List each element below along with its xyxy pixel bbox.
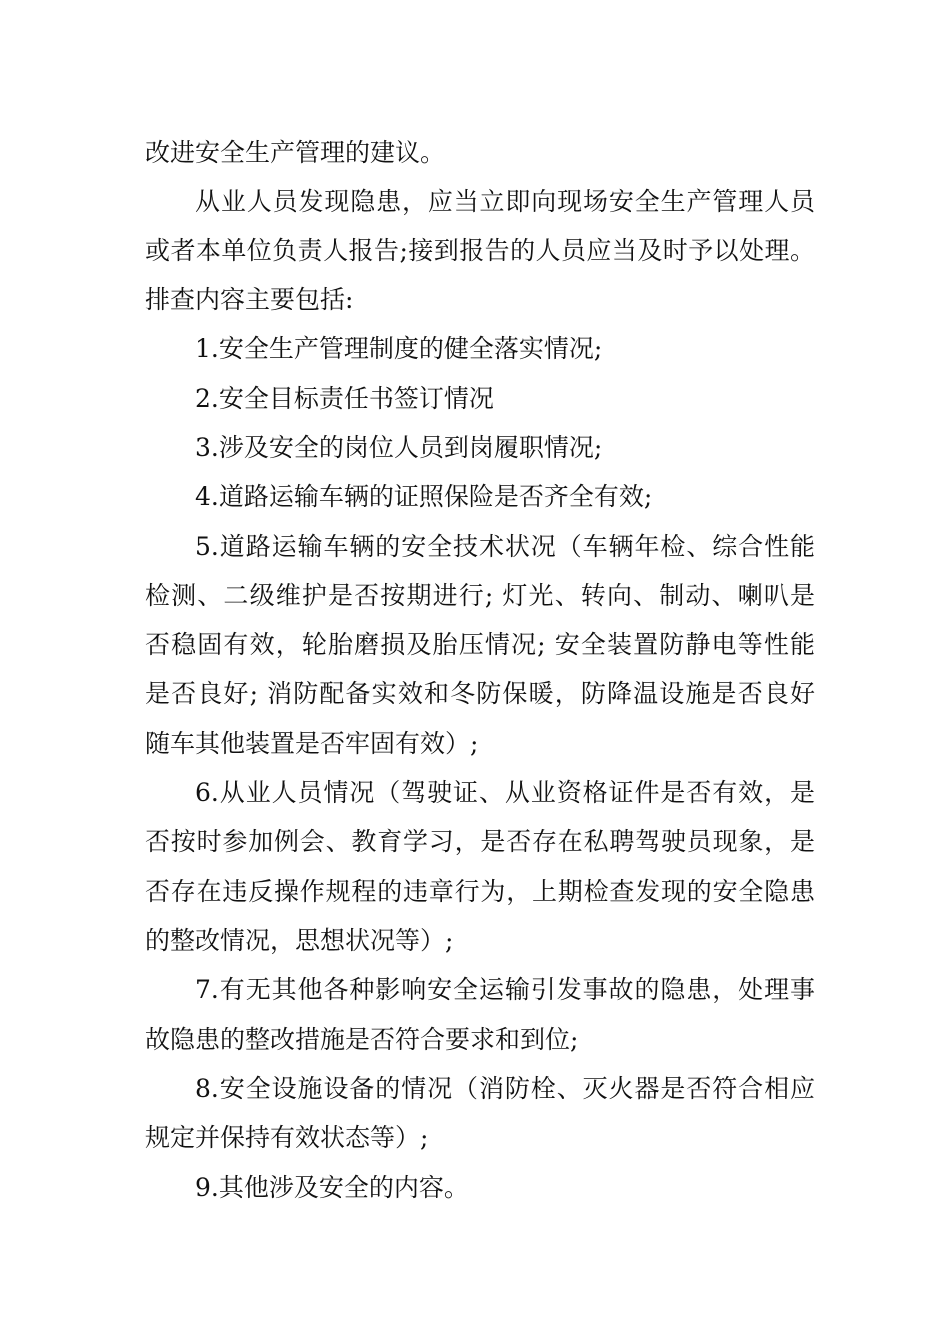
list-item: 6.从业人员情况（驾驶证、从业资格证件是否有效，是: [195, 778, 815, 807]
text-line: 排查内容主要包括:: [145, 285, 354, 314]
text-line: 随车其他装置是否牢固有效）;: [145, 729, 479, 758]
text-line: 从业人员发现隐患，应当立即向现场安全生产管理人员: [195, 187, 815, 216]
list-item: 1.安全生产管理制度的健全落实情况;: [195, 334, 603, 363]
list-item: 8.安全设施设备的情况（消防栓、灭火器是否符合相应: [195, 1074, 815, 1103]
text-line: 检测、二级维护是否按期进行; 灯光、转向、制动、喇叭是: [145, 581, 815, 610]
list-item: 9.其他涉及安全的内容。: [195, 1173, 469, 1202]
list-item: 3.涉及安全的岗位人员到岗履职情况;: [195, 433, 603, 462]
list-item: 7.有无其他各种影响安全运输引发事故的隐患，处理事: [195, 975, 815, 1004]
text-line: 规定并保持有效状态等）;: [145, 1123, 429, 1152]
text-line: 否稳固有效，轮胎磨损及胎压情况; 安全装置防静电等性能: [145, 630, 815, 659]
text-line: 的整改情况，思想状况等）;: [145, 926, 454, 955]
text-line: 或者本单位负责人报告;接到报告的人员应当及时予以处理。: [145, 236, 815, 265]
text-line: 故隐患的整改措施是否符合要求和到位;: [145, 1025, 579, 1054]
list-item: 5.道路运输车辆的安全技术状况（车辆年检、综合性能: [195, 532, 815, 561]
text-line: 是否良好; 消防配备实效和冬防保暖，防降温设施是否良好: [145, 679, 815, 708]
list-item: 2.安全目标责任书签订情况: [195, 384, 494, 413]
text-line: 否按时参加例会、教育学习，是否存在私聘驾驶员现象，是: [145, 827, 815, 856]
text-line: 改进安全生产管理的建议。: [145, 138, 446, 167]
list-item: 4.道路运输车辆的证照保险是否齐全有效;: [195, 482, 653, 511]
text-line: 否存在违反操作规程的违章行为，上期检查发现的安全隐患: [145, 877, 815, 906]
